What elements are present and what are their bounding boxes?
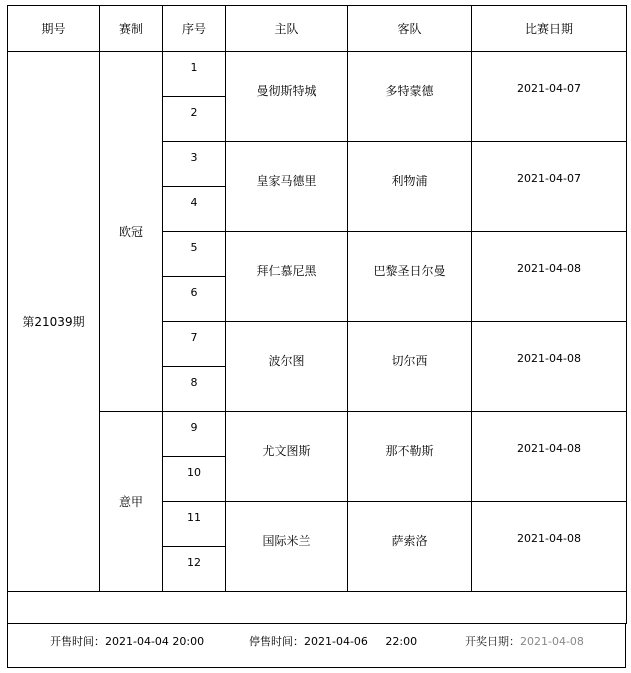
header-row <box>8 6 627 52</box>
seq-cell: 7 <box>163 322 226 367</box>
home-team: 尤文图斯 <box>226 412 348 502</box>
open-time <box>50 633 204 649</box>
schedule-table <box>7 5 627 624</box>
open-time-value: 2021-04-04 20:00 <box>105 635 205 648</box>
header-period: 期号 <box>8 6 100 52</box>
header-date: 比赛日期 <box>472 6 627 52</box>
seq-cell: 8 <box>163 367 226 412</box>
away-team: 那不勒斯 <box>348 412 472 502</box>
header-away: 客队 <box>348 6 472 52</box>
stop-time <box>249 633 417 649</box>
header-home: 主队 <box>226 6 348 52</box>
league-cell: 欧冠 <box>100 52 163 412</box>
sales-footer <box>7 623 626 668</box>
away-team: 切尔西 <box>348 322 472 412</box>
away-team: 巴黎圣日尔曼 <box>348 232 472 322</box>
league-cell: 意甲 <box>100 412 163 592</box>
match-date: 2021-04-08 <box>472 232 627 322</box>
blank-row <box>8 592 627 624</box>
away-team: 利物浦 <box>348 142 472 232</box>
draw-date <box>465 633 584 649</box>
match-date: 2021-04-08 <box>472 412 627 502</box>
away-team: 多特蒙德 <box>348 52 472 142</box>
draw-date-value: 2021-04-08 <box>520 635 584 648</box>
match-date: 2021-04-08 <box>472 322 627 412</box>
match-date: 2021-04-08 <box>472 502 627 592</box>
seq-cell: 11 <box>163 502 226 547</box>
stop-time-label: 停售时间： <box>249 635 304 648</box>
table-row <box>8 52 627 97</box>
seq-cell: 9 <box>163 412 226 457</box>
match-date: 2021-04-07 <box>472 52 627 142</box>
home-team: 国际米兰 <box>226 502 348 592</box>
home-team: 拜仁慕尼黑 <box>226 232 348 322</box>
seq-cell: 10 <box>163 457 226 502</box>
open-time-label: 开售时间： <box>50 635 105 648</box>
seq-cell: 4 <box>163 187 226 232</box>
period-cell: 第21039期 <box>8 52 100 592</box>
stop-time-value: 2021-04-06 22:00 <box>304 635 418 648</box>
header-seq: 序号 <box>163 6 226 52</box>
seq-cell: 6 <box>163 277 226 322</box>
home-team: 波尔图 <box>226 322 348 412</box>
seq-cell: 5 <box>163 232 226 277</box>
match-date: 2021-04-07 <box>472 142 627 232</box>
home-team: 皇家马德里 <box>226 142 348 232</box>
spacer-row <box>8 592 627 624</box>
seq-cell: 3 <box>163 142 226 187</box>
seq-cell: 2 <box>163 97 226 142</box>
away-team: 萨索洛 <box>348 502 472 592</box>
header-league: 赛制 <box>100 6 163 52</box>
seq-cell: 1 <box>163 52 226 97</box>
home-team: 曼彻斯特城 <box>226 52 348 142</box>
seq-cell: 12 <box>163 547 226 592</box>
table-row <box>8 412 627 457</box>
draw-date-label: 开奖日期： <box>465 635 520 648</box>
